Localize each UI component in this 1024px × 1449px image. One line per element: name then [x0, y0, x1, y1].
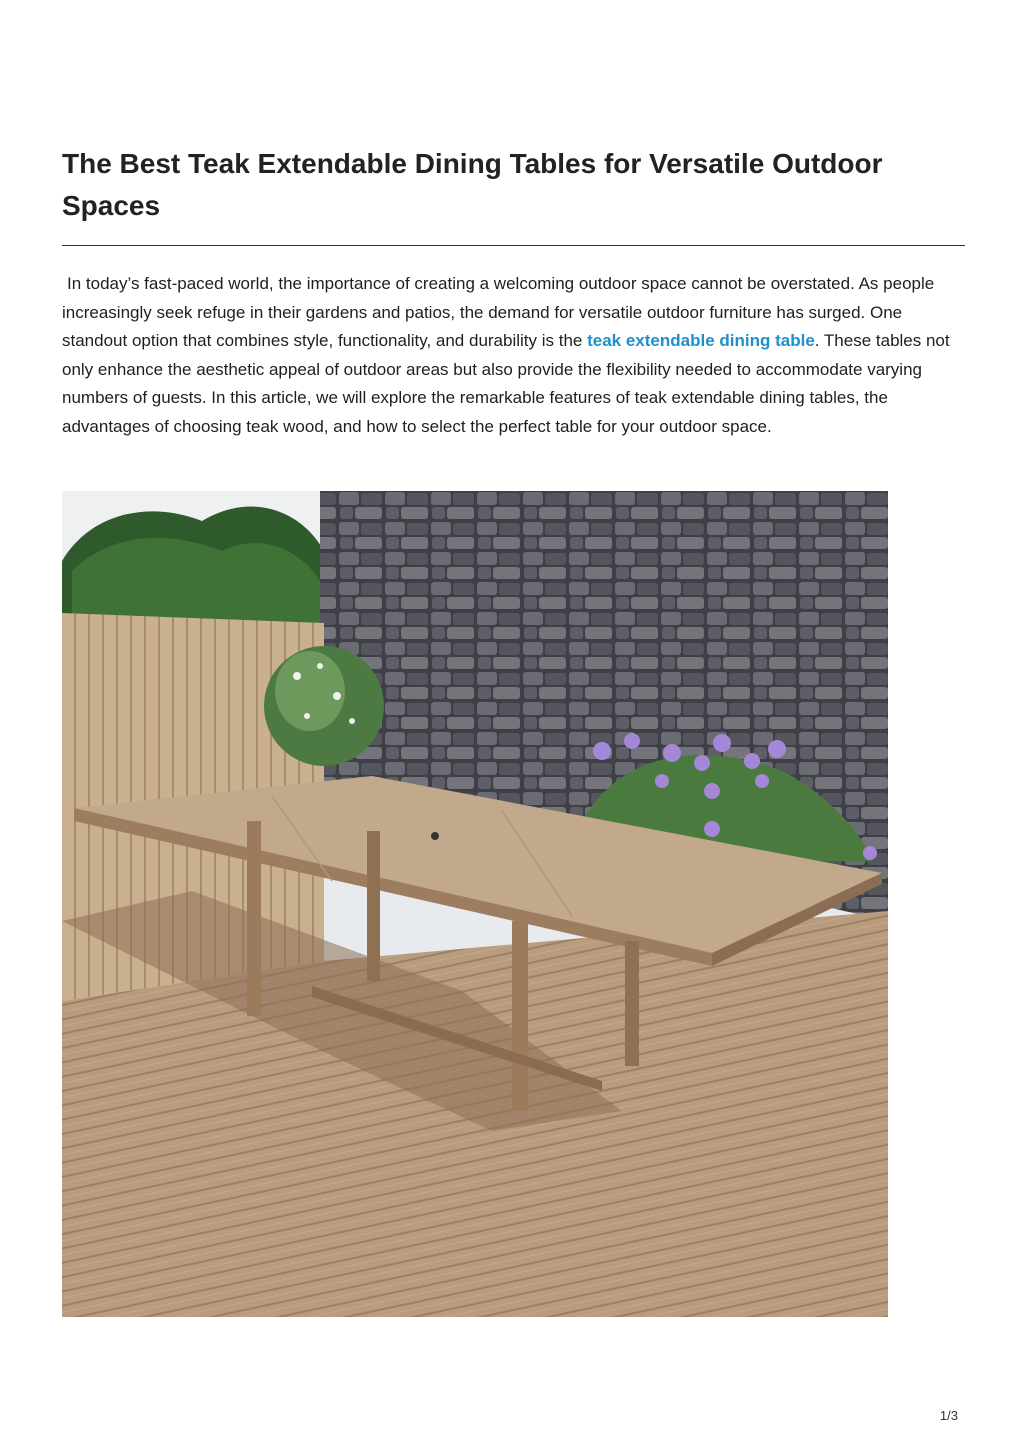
intro-paragraph — [62, 270, 967, 442]
intro-text-end: . These tables not only enhance the aesthetic appeal of outdoor areas but also provide the flexibility needed to accommodate varying numbers of guests. In this article, we will explore the remarkable features of teak extendable dining tables, the advantages of choosing teak wood, and how to select the perfect table for your outdoor space. — [62, 331, 950, 436]
page-number: 1/3 — [939, 1408, 958, 1423]
title-divider — [62, 245, 965, 246]
intro-text-start: In today’s fast-paced world, the importance of creating a welcoming outdoor space cannot be overstated. As people increasingly seek refuge in their gardens and patios, the demand for versatile outdoor furniture has surged. One standout option that combines style, functionality, and durability is the — [62, 274, 935, 351]
article-title: The Best Teak Extendable Dining Tables for Versatile Outdoor Spaces — [62, 148, 883, 221]
teak-table-link[interactable]: teak extendable dining table — [587, 331, 815, 351]
teak-table-photo — [62, 491, 888, 1317]
